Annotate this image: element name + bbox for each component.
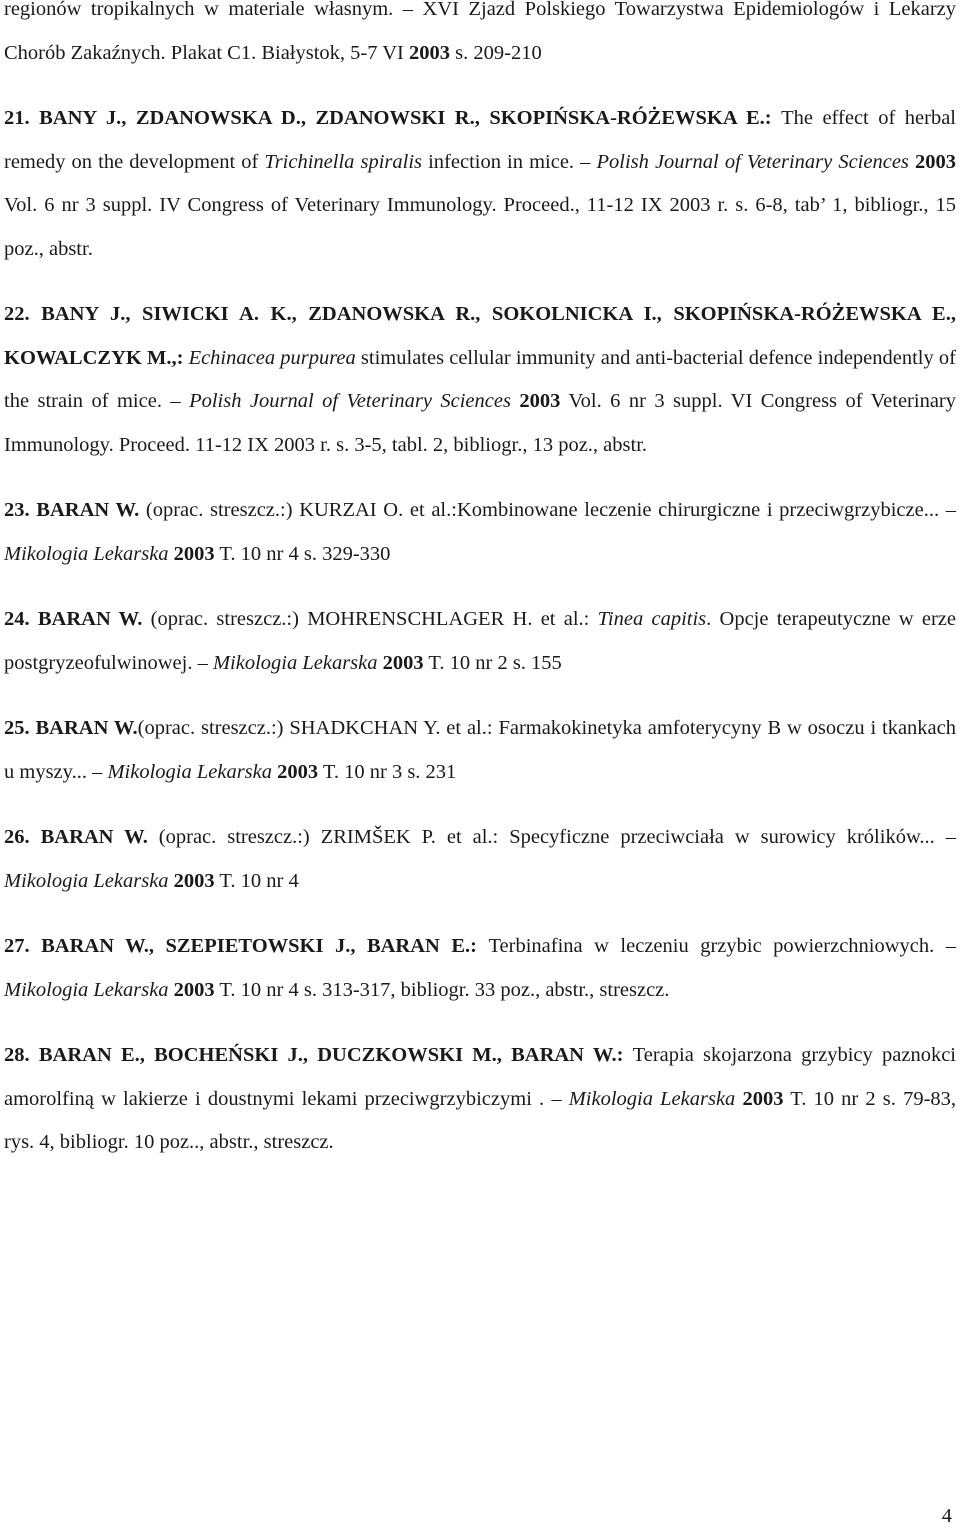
bibliography-entry-23 (4, 489, 956, 576)
entry-authors: BARAN W. (29, 717, 138, 739)
bibliography-entry-22 (4, 293, 956, 467)
document-page (4, 0, 956, 1537)
entry-year: 2003 (915, 150, 957, 173)
entry-authors: BANY J., ZDANOWSKA D., ZDANOWSKI R., SKOPIŃSKA-RÓŻEWSKA E. (29, 107, 765, 129)
entry-title: (oprac. streszcz.:) ZRIMŠEK P. et al.: Specyficzne przeciwciała w surowicy królików... – (147, 826, 957, 848)
entry-title-italic: Tinea capitis (597, 608, 707, 630)
entry-details: T. 10 nr 2 s. 155 (423, 651, 562, 674)
entry-title: The effect of herbal remedy on the development of (4, 107, 956, 173)
bibliography-entry-28 (4, 1034, 956, 1165)
entry-year: 2003 (409, 41, 451, 64)
entry-number: 28. (4, 1044, 30, 1066)
bibliography-continuation (4, 0, 956, 75)
bibliography-entry-21 (4, 97, 956, 271)
entry-authors: BARAN W., SZEPIETOWSKI J., BARAN E. (29, 935, 471, 957)
entry-year: 2003 (173, 542, 215, 565)
entry-journal: Mikologia Lekarska (568, 1087, 736, 1110)
entry-title: Terapia skojarzona grzybicy paznokci amorolfiną w lakierze i doustnymi lekami przeciwgrzybiczymi . – (4, 1044, 957, 1110)
entry-authors: BARAN E., BOCHEŃSKI J., DUCZKOWSKI M., BARAN W. (29, 1044, 617, 1066)
entry-number: 25. (4, 717, 30, 739)
entry-number: 21. (4, 107, 30, 129)
entry-number: 23. (4, 499, 30, 521)
page-number: 4 (941, 1505, 952, 1527)
entry-details: T. 10 nr 4 s. 329-330 (214, 542, 391, 565)
entry-journal: Mikologia Lekarska (4, 978, 169, 1001)
bibliography-entry-25 (4, 707, 956, 794)
entry-pages: s. 209-210 (450, 41, 542, 64)
entry-title-rest: stimulates cellular immunity and anti-bacterial defence independently of the strain of mice. – (4, 346, 956, 412)
entry-journal: Mikologia Lekarska (107, 760, 272, 783)
entry-details: T. 10 nr 3 s. 231 (318, 760, 457, 783)
entry-authors: BARAN W. (29, 608, 143, 630)
bibliography-entry-26 (4, 816, 956, 903)
entry-number: 22. (4, 303, 30, 325)
entry-text: regionów tropikalnych w materiale własnym. – XVI Zjazd Polskiego Towarzystwa Epidemiologów i Lekarzy Chorób Zakaźnych. Plakat C1. Białystok, 5-7 VI (4, 0, 956, 64)
entry-authors: BARAN W. (29, 499, 140, 521)
entry-number: 27. (4, 935, 30, 957)
entry-authors: BARAN W. (29, 826, 148, 848)
entry-details: Vol. 6 nr 3 suppl. IV Congress of Veterinary Immunology. Proceed., 11-12 IX 2003 r. s. 6-8, tab’ 1, bibliogr., 15 poz., abstr. (4, 194, 956, 260)
entry-year: 2003 (519, 390, 561, 412)
entry-year: 2003 (277, 760, 319, 783)
entry-journal: Mikologia Lekarska (4, 542, 169, 565)
entry-title: (oprac. streszcz.:) MOHRENSCHLAGER H. et al.: (142, 608, 598, 630)
entry-authors: BANY J., SIWICKI A. K., ZDANOWSKA R., SOKOLNICKA I., SKOPIŃSKA-RÓŻEWSKA E., KOWALCZYK M., (4, 303, 956, 369)
bibliography-entry-24 (4, 598, 956, 685)
entry-title: (oprac. streszcz.:) SHADKCHAN Y. et al.: Farmakokinetyka amfoterycyny B w osoczu i tkankach u myszy... – (4, 717, 957, 783)
entry-title-italic: Trichinella spiralis (264, 150, 423, 173)
entry-details: Vol. 6 nr 3 suppl. VI Congress of Veterinary Immunology. Proceed. 11-12 IX 2003 r. s. 3-5, tabl. 2, bibliogr., 13 poz., abstr. (4, 390, 956, 456)
entry-details: T. 10 nr 4 s. 313-317, bibliogr. 33 poz., abstr., streszcz. (214, 978, 670, 1001)
entry-details: T. 10 nr 2 s. 79-83, rys. 4, bibliogr. 10 poz.., abstr., streszcz. (4, 1087, 957, 1153)
bibliography-entry-27 (4, 925, 956, 1012)
entry-year: 2003 (173, 869, 215, 892)
entry-separator: : (176, 346, 189, 369)
entry-journal: Mikologia Lekarska (4, 869, 169, 892)
entry-year: 2003 (742, 1087, 784, 1110)
entry-year: 2003 (173, 978, 215, 1001)
entry-journal: Polish Journal of Veterinary Sciences (596, 150, 909, 173)
entry-title-italic: Echinacea purpurea (188, 346, 356, 369)
entry-number: 24. (4, 608, 30, 630)
entry-year: 2003 (382, 651, 424, 674)
entry-title-rest: infection in mice. – (422, 150, 597, 173)
entry-separator: : (616, 1044, 633, 1066)
entry-journal: Polish Journal of Veterinary Sciences (189, 390, 511, 412)
entry-title: (oprac. streszcz.:) KURZAI O. et al.:Kombinowane leczenie chirurgiczne i przeciwgrzybicze... – (139, 499, 956, 521)
entry-separator: : (764, 107, 782, 129)
entry-separator: : (470, 935, 489, 957)
entry-journal: Mikologia Lekarska (212, 651, 378, 674)
entry-title-rest: . Opcje terapeutyczne w erze postgryzeofulwinowej. – (4, 608, 957, 674)
entry-details: T. 10 nr 4 (214, 869, 299, 892)
entry-number: 26. (4, 826, 30, 848)
entry-title: Terbinafina w leczeniu grzybic powierzchniowych. – (488, 935, 957, 957)
